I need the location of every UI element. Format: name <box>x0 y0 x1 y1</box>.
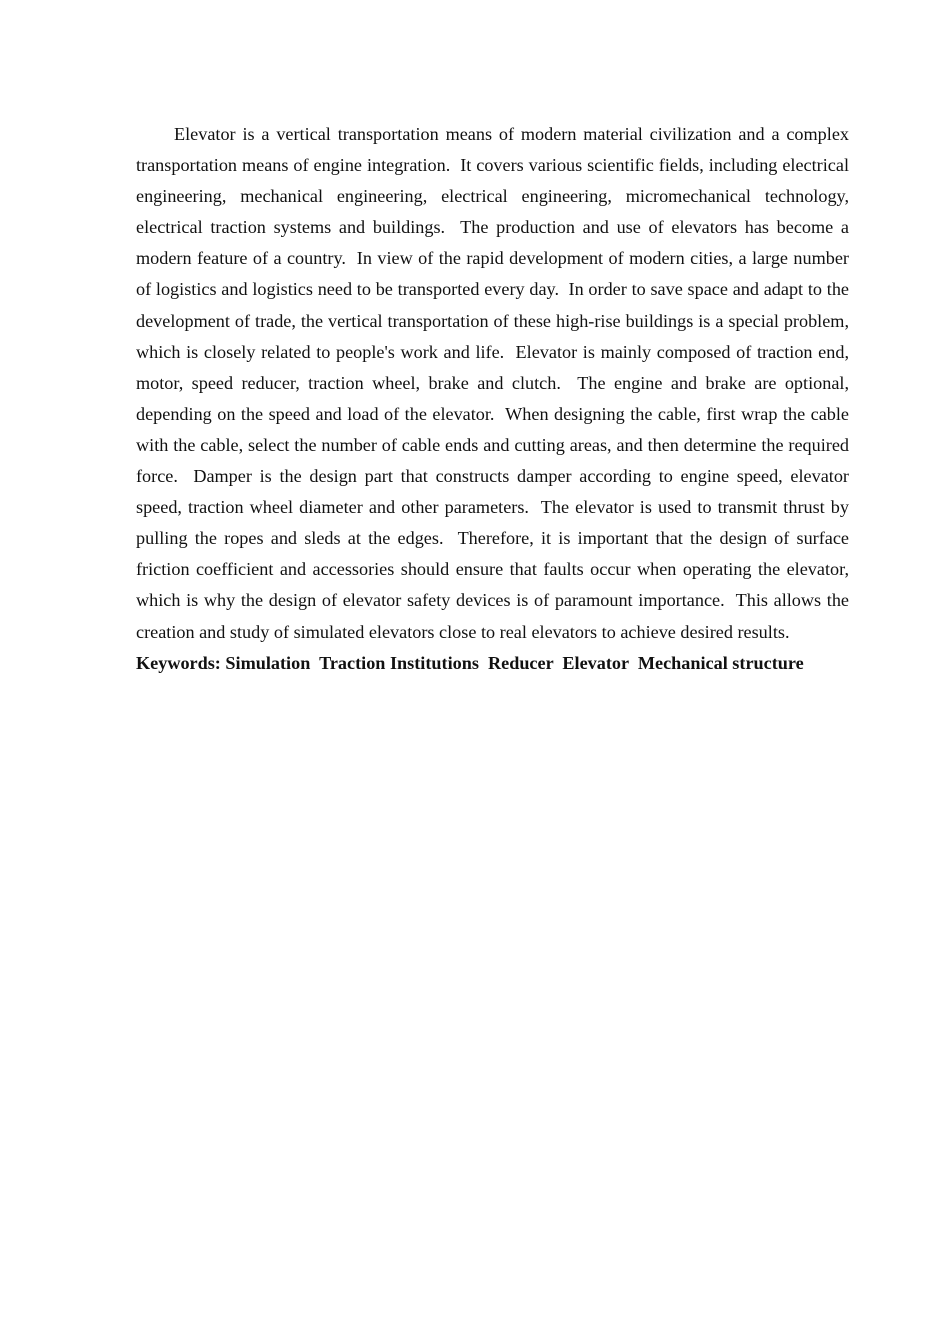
abstract-paragraph: Elevator is a vertical transportation means of modern material civilization and a complex transportation means of engine integration. It covers various scientific fields, including electrical engineering, mechanical engineering, electrical engineering, micromechanical technology, electrical traction systems and buildings. The production and use of elevators has become a modern feature of a country. In view of the rapid development of modern cities, a large number of logistics and logistics need to be transported every day. In order to save space and adapt to the development of trade, the vertical transportation of these high-rise buildings is a special problem, which is closely related to people's work and life. Elevator is mainly composed of traction end, motor, speed reducer, traction wheel, brake and clutch. The engine and brake are optional, depending on the speed and load of the elevator. When designing the cable, first wrap the cable with the cable, select the number of cable ends and cutting areas, and then determine the required force. Damper is the design part that constructs damper according to engine speed, elevator speed, traction wheel diameter and other parameters. The elevator is used to transmit thrust by pulling the ropes and sleds at the edges. Therefore, it is important that the design of surface friction coefficient and accessories should ensure that faults occur when operating the elevator, which is why the design of elevator safety devices is of paramount importance. This allows the creation and study of simulated elevators close to real elevators to achieve desired results. <box>136 124 854 642</box>
keywords-line: Keywords: Simulation Traction Institutions Reducer Elevator Mechanical structure <box>136 652 804 673</box>
abstract-section <box>136 119 854 679</box>
